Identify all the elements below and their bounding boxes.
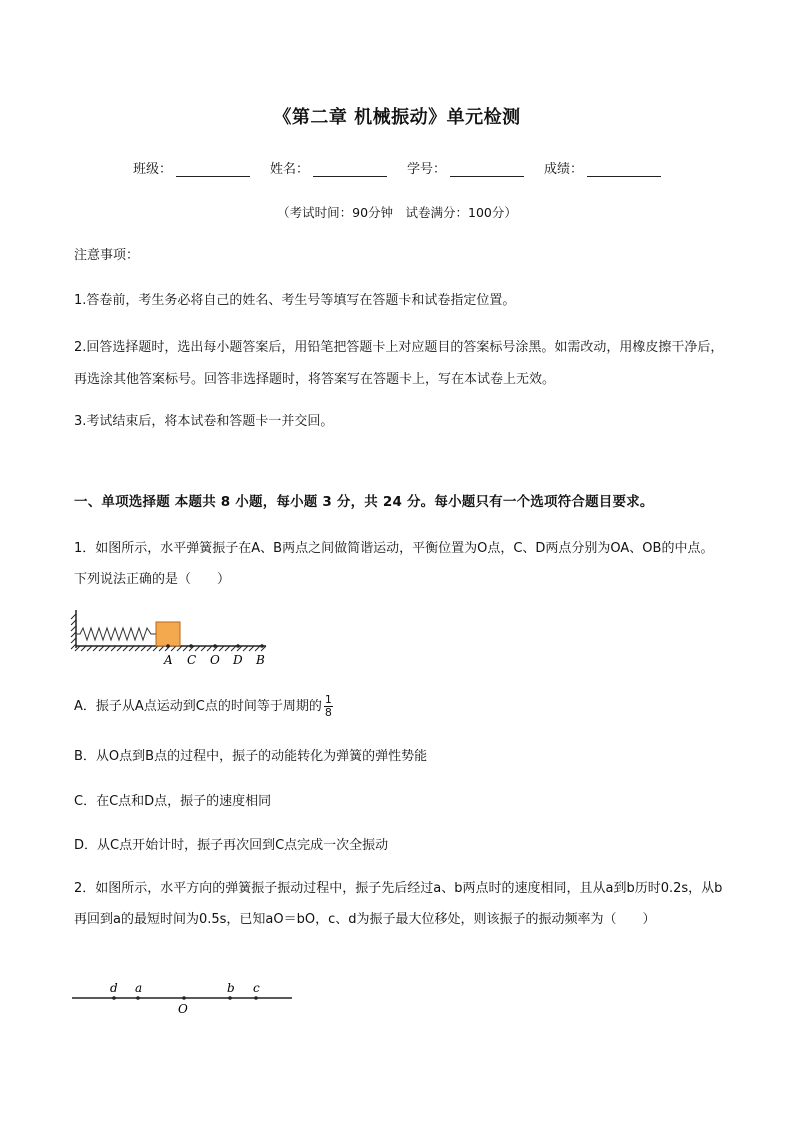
section-1-heading: 一、单项选择题 本题共 8 小题，每小题 3 分，共 24 分。每小题只有一个选项符合题目要求。 [74, 494, 654, 510]
question-1-option-d[interactable]: D．从C点开始计时，振子再次回到C点完成一次全振动 [74, 838, 389, 853]
fig2-label-c: c [253, 981, 260, 995]
question-1-stem: 1．如图所示，水平弹簧振子在A、B两点之间做简谐运动，平衡位置为O点，C、D两点分别为OA、OB的中点。下列说法正确的是（ ） [74, 541, 714, 587]
student-id-label: 学号： [407, 162, 447, 177]
question-1-option-c[interactable]: C．在C点和D点，振子的速度相同 [74, 794, 272, 809]
fraction-denominator: 8 [324, 706, 332, 719]
page-title: 《第二章 机械振动》单元检测 [273, 107, 521, 128]
fig2-label-d: d [110, 981, 118, 995]
fig1-label-C: C [187, 653, 197, 667]
student-id-blank[interactable] [450, 162, 524, 177]
name-blank[interactable] [313, 162, 387, 177]
class-label: 班级： [132, 162, 172, 177]
fig1-label-B: B [256, 653, 265, 667]
exam-time-note: （考试时间：90分钟 试卷满分：100分） [277, 205, 517, 220]
notice-item-1: 1.答卷前，考生务必将自己的姓名、考生号等填写在答题卡和试卷指定位置。 [74, 293, 516, 308]
option-a-text: A．振子从A点运动到C点的时间等于周期的 [74, 699, 322, 714]
class-blank[interactable] [176, 162, 250, 177]
fig1-label-D: D [233, 653, 243, 667]
score-blank[interactable] [587, 162, 661, 177]
notice-heading: 注意事项： [74, 248, 140, 263]
fraction-numerator: 1 [324, 693, 332, 706]
class-field [133, 158, 250, 177]
notice-item-3: 3.考试结束后，将本试卷和答题卡一并交回。 [74, 414, 334, 429]
question-2-stem: 2．如图所示，水平方向的弹簧振子振动过程中，振子先后经过a、b两点时的速度相同，且从a到b历时0.2s，从b再回到a的最短时间为0.5s，已知aO＝bO，c、d为振子最大位移处，则该振子的振动频率为（ ） [74, 881, 723, 927]
fig2-label-a: a [135, 981, 143, 995]
fig2-label-b: b [227, 981, 235, 995]
question-1-option-b[interactable]: B．从O点到B点的过程中，振子的动能转化为弹簧的弹性势能 [74, 749, 428, 764]
name-label: 姓名： [269, 162, 309, 177]
question-2-figure [72, 978, 294, 1018]
question-1-option-a[interactable] [74, 694, 333, 719]
fig1-label-A: A [164, 653, 173, 667]
student-info-row [0, 158, 794, 177]
option-a-fraction [324, 694, 333, 719]
score-label: 成绩： [544, 162, 584, 177]
fig2-label-O: O [178, 1002, 188, 1016]
name-field [270, 158, 387, 177]
notice-item-2: 2.回答选择题时，选出每小题答案后，用铅笔把答题卡上对应题目的答案标号涂黑。如需改动，用橡皮擦干净后，再选涂其他答案标号。回答非选择题时，将答案写在答题卡上，写在本试卷上无效。 [74, 340, 724, 387]
fig1-label-O: O [210, 653, 220, 667]
score-field [544, 158, 661, 177]
question-1-figure [70, 606, 280, 668]
student-id-field [407, 158, 524, 177]
